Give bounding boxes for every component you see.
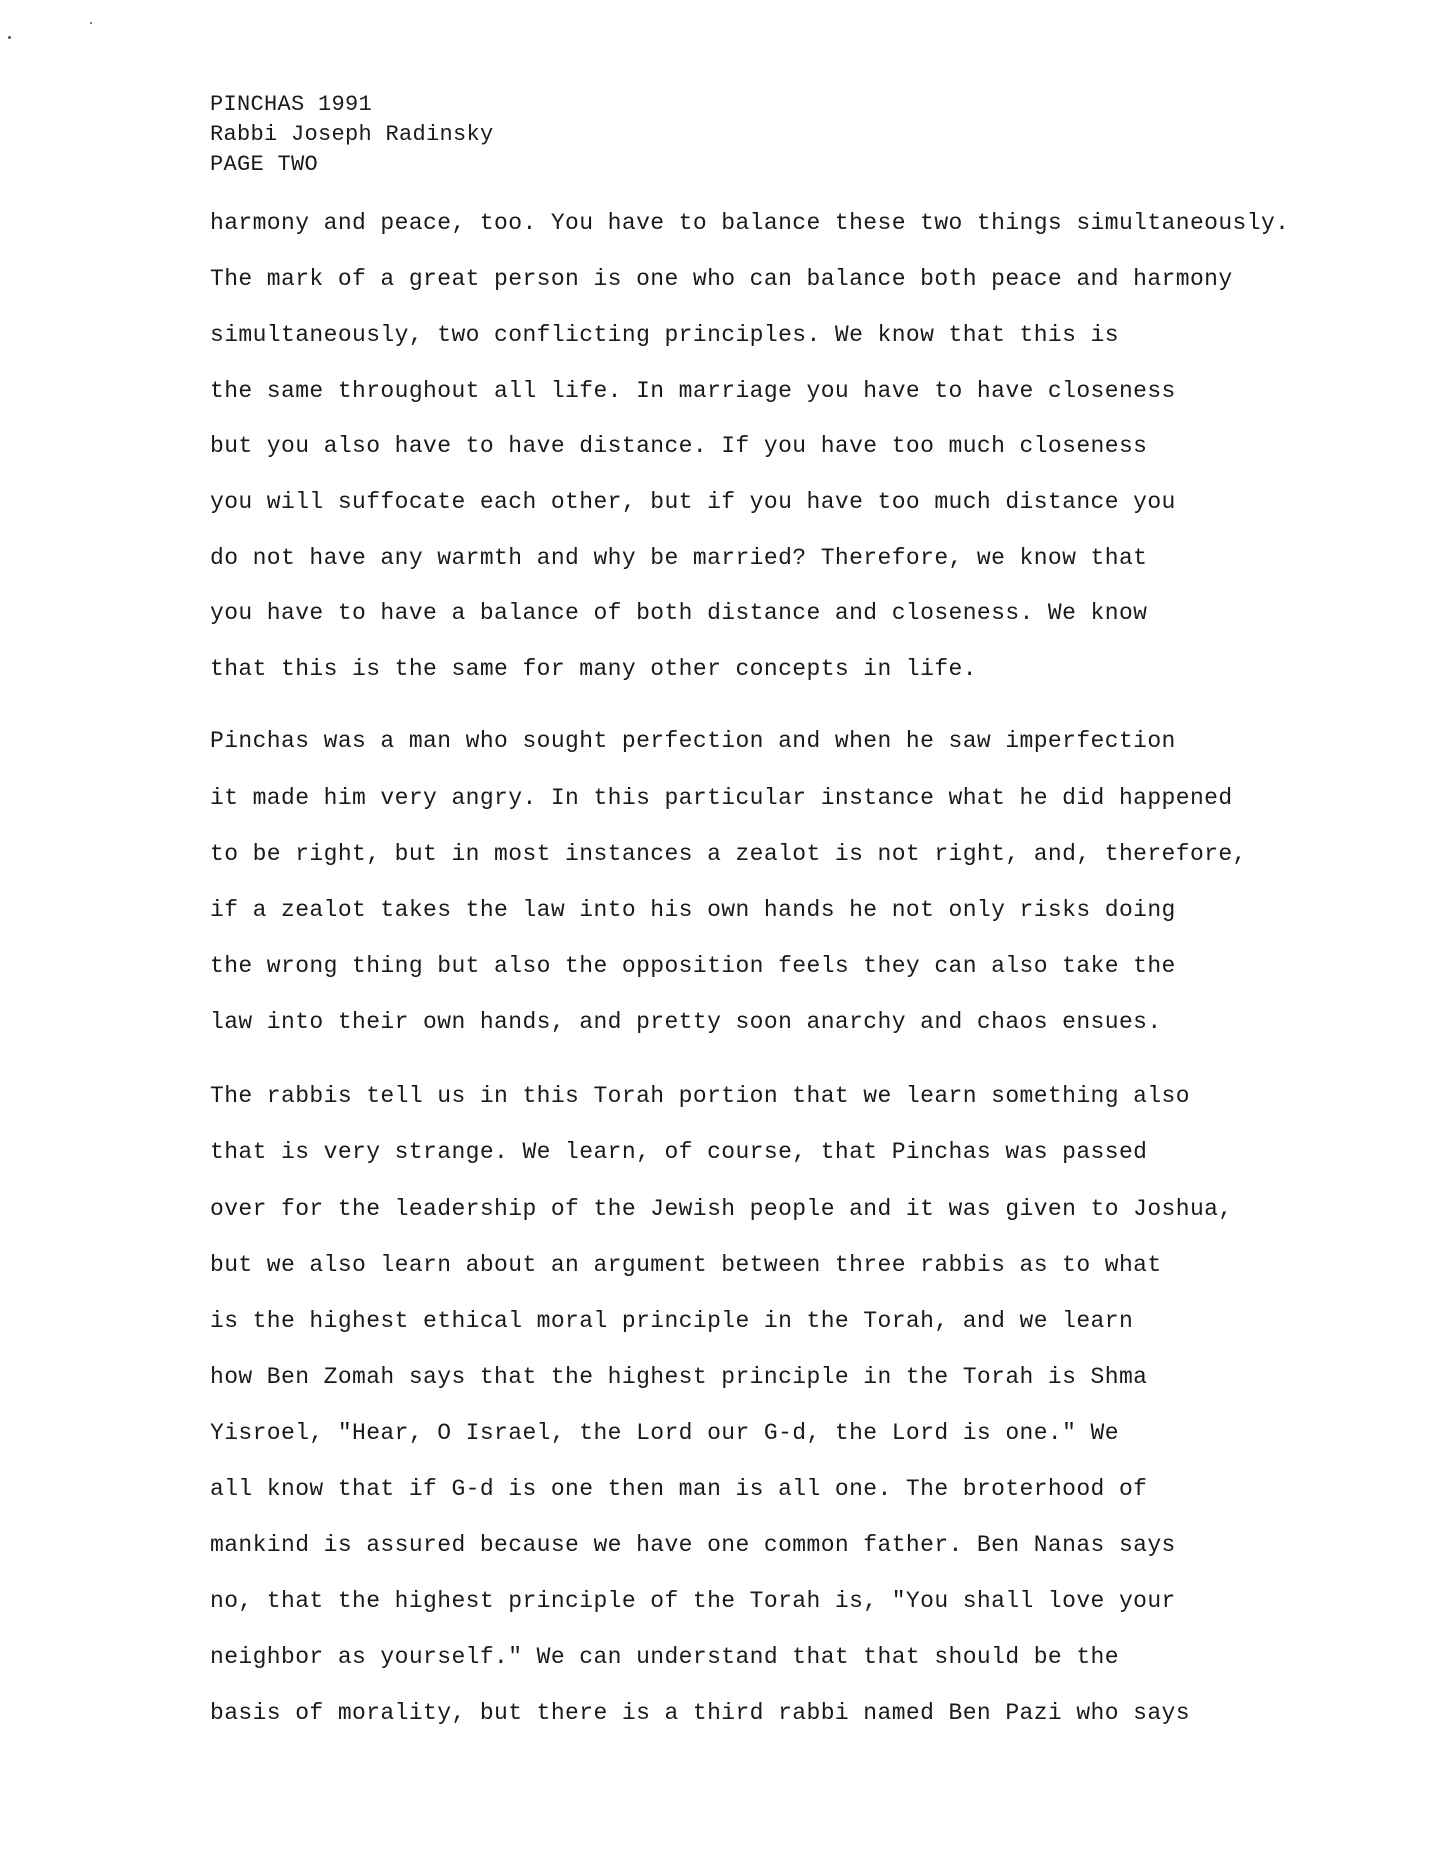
- scan-speck: [90, 22, 92, 24]
- document-title: PINCHAS 1991: [210, 92, 373, 117]
- text-line: all know that if G-d is one then man is all one. The broterhood of: [210, 1476, 1148, 1502]
- text-line: law into their own hands, and pretty soon anarchy and chaos ensues.: [210, 1009, 1162, 1035]
- text-line: if a zealot takes the law into his own hands he not only risks doing: [210, 897, 1176, 923]
- text-line: The rabbis tell us in this Torah portion that we learn something also: [210, 1083, 1190, 1109]
- text-line: the same throughout all life. In marriage you have to have closeness: [210, 378, 1176, 404]
- text-line: harmony and peace, too. You have to balance these two things simultaneously.: [210, 210, 1290, 236]
- text-line: neighbor as yourself." We can understand that that should be the: [210, 1644, 1119, 1670]
- text-line: The mark of a great person is one who can balance both peace and harmony: [210, 266, 1233, 292]
- text-line: you will suffocate each other, but if you have too much distance you: [210, 489, 1176, 515]
- page-label: PAGE TWO: [210, 152, 319, 177]
- text-line: do not have any warmth and why be married? Therefore, we know that: [210, 545, 1148, 571]
- text-line: Yisroel, "Hear, O Israel, the Lord our G-d, the Lord is one." We: [210, 1420, 1119, 1446]
- text-line: but you also have to have distance. If you have too much closeness: [210, 433, 1148, 459]
- text-line: Pinchas was a man who sought perfection and when he saw imperfection: [210, 728, 1176, 754]
- document-header: [210, 90, 494, 180]
- text-line: over for the leadership of the Jewish people and it was given to Joshua,: [210, 1196, 1233, 1222]
- text-line: is the highest ethical moral principle in the Torah, and we learn: [210, 1308, 1134, 1334]
- text-line: simultaneously, two conflicting principles. We know that this is: [210, 322, 1119, 348]
- text-line: no, that the highest principle of the Torah is, "You shall love your: [210, 1588, 1176, 1614]
- scan-speck: [8, 36, 11, 39]
- document-author: Rabbi Joseph Radinsky: [210, 122, 494, 147]
- text-line: it made him very angry. In this particular instance what he did happened: [210, 785, 1233, 811]
- text-line: how Ben Zomah says that the highest principle in the Torah is Shma: [210, 1364, 1148, 1390]
- text-line: mankind is assured because we have one common father. Ben Nanas says: [210, 1532, 1176, 1558]
- text-line: to be right, but in most instances a zealot is not right, and, therefore,: [210, 841, 1247, 867]
- text-line: but we also learn about an argument between three rabbis as to what: [210, 1252, 1162, 1278]
- text-line: basis of morality, but there is a third rabbi named Ben Pazi who says: [210, 1700, 1190, 1726]
- text-line: you have to have a balance of both distance and closeness. We know: [210, 600, 1148, 626]
- text-line: that this is the same for many other concepts in life.: [210, 656, 977, 682]
- text-line: the wrong thing but also the opposition feels they can also take the: [210, 953, 1176, 979]
- text-line: that is very strange. We learn, of course, that Pinchas was passed: [210, 1139, 1148, 1165]
